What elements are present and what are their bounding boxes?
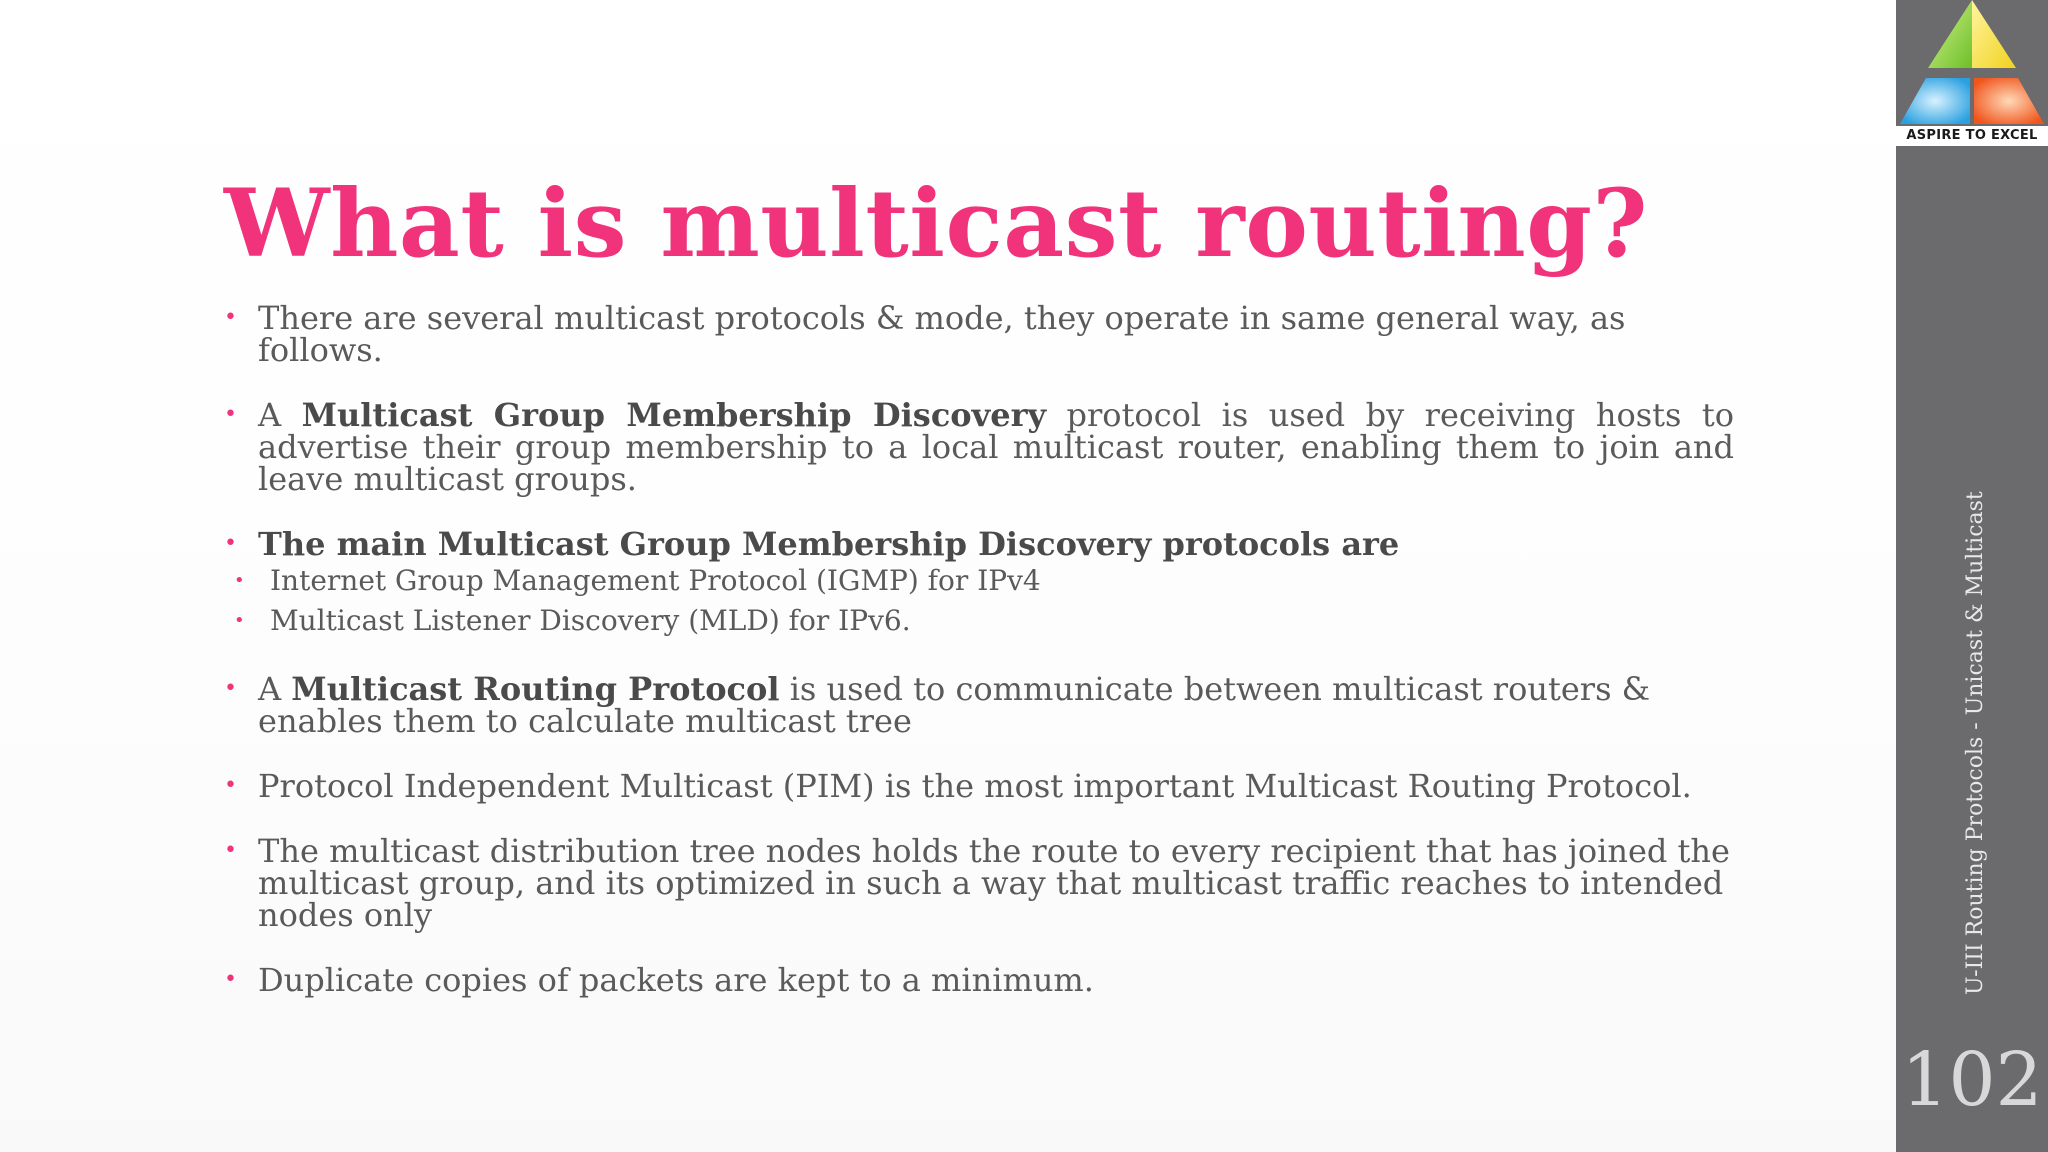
bullet-text: protocol is used by receiving hosts to advertise their group membership to a local multicast router, enabling them to join and leave multicast groups. [258,396,1735,498]
bullet-icon: • [224,773,237,798]
bullet-icon: • [224,838,237,863]
bullet-text: The multicast distribution tree nodes holds the route to every recipient that has joined the multicast group, and its optimized in such a way that multicast traffic reaches to intended nodes only [258,832,1730,934]
bullet-item [224,299,1734,369]
sub-bullet-icon: • [234,610,245,631]
slide-title: What is multicast routing? [224,169,1649,279]
page-number: 102 [1901,1037,2043,1123]
bullet-item [224,767,1734,805]
logo-icon [1896,0,2048,146]
bullet-text: Protocol Independent Multicast (PIM) is the most important Multicast Routing Protocol. [258,767,1692,805]
bullet-text: There are several multicast protocols & mode, they operate in same general way, as follows. [258,299,1626,369]
section-label: U-III Routing Protocols - Unicast & Multicast [1963,491,1988,995]
bullet-item [224,961,1734,999]
bullet-item [224,832,1734,934]
bullet-icon: • [224,676,237,701]
sub-bullet-item [224,602,1734,640]
bullet-text: is used to communicate between multicast routers & enables them to calculate multicast tree [258,670,1651,740]
bullet-text: A [258,396,302,434]
bullet-item [224,670,1734,740]
bullet-text: A [258,670,292,708]
bullet-text: Duplicate copies of packets are kept to a minimum. [258,961,1094,999]
bullet-icon: • [224,305,237,330]
bullet-icon: • [224,531,237,556]
bullet-item [224,396,1735,498]
bullet-bold-text: Multicast Routing Protocol [291,670,780,708]
bullet-item [224,525,1734,640]
sub-bullet-item [224,562,1734,600]
sub-bullet-text: Internet Group Management Protocol (IGMP) for IPv4 [270,564,1041,597]
logo-text: ASPIRE TO EXCEL [1906,128,2038,143]
bullet-icon: • [224,967,237,992]
bullet-bold-text: The main Multicast Group Membership Discovery protocols are [258,525,1400,563]
bullet-list [224,299,1735,1029]
bullet-bold-text: Multicast Group Membership Discovery [301,396,1047,434]
sub-bullet-icon: • [234,570,245,591]
sub-bullet-text: Multicast Listener Discovery (MLD) for IPv6. [270,604,911,637]
bullet-icon: • [224,402,237,427]
